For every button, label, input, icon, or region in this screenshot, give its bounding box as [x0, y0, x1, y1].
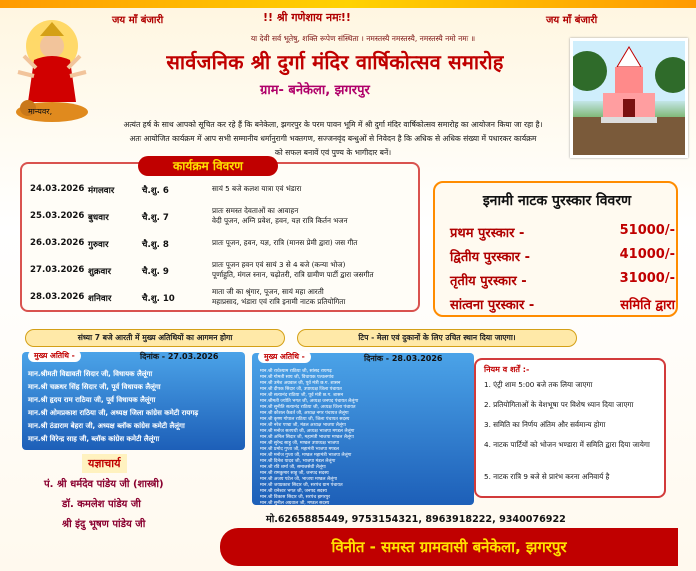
invitation-line-3: को सफल बनावें एवं पुण्य के भागीदार बनें।: [274, 148, 392, 157]
guest-name: मान.श्री दीपक सिदार जी, उपाध्यक्ष जिला पंचायत: [260, 387, 342, 392]
rule-item: 1. एंट्री शाम 5:00 बजे तक लिया जाएगा: [484, 380, 593, 389]
rule-item: 4. नाटक पार्टियों को भोजन भण्डारा में समिति द्वारा दिया जायेगा: [484, 440, 650, 449]
chief-guest-date: दिनांक - 27.03.2026: [140, 352, 219, 361]
schedule-activity-line-2: पूर्णाहुति, मंगल स्नान, चढ़ोतरी, रात्रि ग्रामीण पार्टी द्वारा जसगीत: [212, 270, 374, 279]
rule-item: 3. समिति का निर्णय अंतिम और सर्वमान्य होगा: [484, 420, 606, 429]
yajnacharya-heading: यज्ञाचार्य: [82, 454, 127, 473]
village-name: ग्राम- बनेकेला, झगरपुर: [260, 83, 370, 98]
schedule-activity-line-1: प्रातः पूजन हवन एवं सायं 3 से 4 बजे (कन्या भोज): [212, 260, 346, 269]
guest-name: मान.श्री हृदय राम राठिया जी, पूर्व विधायक लैलूंगा: [28, 396, 156, 404]
guest-name: मान.श्री कृष्ण गोपाल राठिया जी, जिला पंचायत सदस्य: [260, 417, 350, 422]
schedule-activity: [212, 184, 417, 194]
yajnacharya-name: पं. श्री धर्मदेव पांडेय जी (शास्त्री): [44, 479, 164, 490]
guest-name: मान.श्री विकास सिदार जी, सरपंच झगरपुर: [260, 495, 331, 500]
top-decor-strip: [0, 0, 696, 8]
schedule-activity: [212, 206, 417, 226]
schedule-date: 25.03.2026: [30, 211, 85, 221]
guest-name: मान.श्री अजय पटेल जी, भाजपा मण्डल लैलूंगा: [260, 477, 337, 482]
invitation-line-2: अतः आयोजित कार्यक्रम में आप सभी सम्मानीय धर्मानुरागी भक्तगण, सज्जनवृंद बन्धुओं से निवेदन है कि अधिक से अधिक संख्या में पधारकर कार्यक्रम: [129, 134, 537, 143]
guest-name: मान.श्री रवि शर्मा जी, समाजसेवी लैलूंगा: [260, 465, 326, 470]
guest-name: मान.श्री सुरेन्द्र साहू जी, मण्डल उपाध्यक्ष भाजपा: [260, 441, 339, 446]
schedule-tithi: चै.शु. 7: [142, 213, 169, 223]
chief-guest-tag: मुख्य अतिथि -: [258, 351, 311, 363]
schedule-day: बुधवार: [88, 213, 109, 223]
guest-name: मान.श्री गोमती साय जी, विधायक पत्थलगांव: [260, 375, 334, 380]
schedule-date: 24.03.2026: [30, 184, 85, 194]
rule-item: 2. प्रतियोगिताओं के वेशभूषा पर विशेष ध्यान दिया जाएगा: [484, 400, 634, 409]
guest-name: मान.श्री जयप्रकाश सिदार जी, सरपंच ग्राम पंचायत: [260, 483, 343, 488]
guest-name: मान.श्री सत्यानंद राठिया जी, पूर्व मंत्री छ.ग. शासन: [260, 393, 344, 398]
chief-guest-tag: मुख्य अतिथि -: [28, 350, 81, 362]
schedule-date: 26.03.2026: [30, 238, 85, 248]
guest-name: मान.श्रीमती विद्यावती सिदार जी, विधायक लैलूंगा: [28, 370, 153, 378]
schedule-activity-line-1: सायं 5 बजे कलश यात्रा एवं भंडारा: [212, 184, 302, 193]
schedule-activity-line-2: महाप्रसाद, भंडारा एवं रात्रि इनामी नाटक प्रतियोगिता: [212, 297, 346, 306]
schedule-tithi: चै.शु. 10: [142, 294, 175, 304]
schedule-activity-line-1: प्रातः समस्त देवताओं का आवाहन: [212, 206, 299, 215]
guest-name: मान.श्री मनोज सतपथी जी, अध्यक्ष भाजपा मण्डल लैलूंगा: [260, 429, 355, 434]
guest-name: मान.श्री सुनील अग्रवाल जी, मण्डल सदस्य: [260, 501, 330, 506]
schedule-activity-line-1: माता जी का श्रृंगार, पूजन, सायं महा आरती: [212, 287, 324, 296]
prize-heading: इनामी नाटक पुरस्कार विवरण: [482, 193, 632, 209]
guest-name: मान.श्री विरेन्द्र साह जी, ब्लॉक कांग्रेस कमेटी लैलूंगा: [28, 435, 160, 443]
guest-name: मान.श्री ओमप्रकाश राठिया जी, अध्यक्ष जिला कांग्रेस कमेटी रायगढ़: [28, 409, 199, 417]
invitation-text: [38, 118, 628, 160]
ganesh-invocation: !! श्री गणेशाय नमः!!: [263, 11, 351, 24]
rules-heading: नियम व शर्तें :-: [484, 365, 530, 374]
schedule-tithi: चै.शु. 9: [142, 267, 169, 277]
prize-value: 41000/-: [619, 247, 675, 262]
guest-name: मान.श्री अनिल सिदार जी, महामंत्री भाजपा मण्डल लैलूंगा: [260, 435, 354, 440]
guest-name: मान.श्री मनोज गुप्ता जी, मण्डल महामंत्री भाजपा लैलूंगा: [260, 453, 352, 458]
guest-name: मान.श्रीमती ज्योति भगत जी, अध्यक्ष जनपद पंचायत लैलूंगा: [260, 399, 359, 404]
prize-label: सांत्वना पुरस्कार -: [450, 298, 535, 313]
prize-value: 31000/-: [619, 271, 675, 286]
schedule-day: गुरुवार: [88, 240, 109, 250]
guest-name: मान.श्री उमेश अग्रवाल जी, पूर्व मंत्री छ.ग. शासन: [260, 381, 341, 386]
guest-name: मान.श्री कौशल कैवर्त जी, अध्यक्ष नगर पंचायत लैलूंगा: [260, 411, 349, 416]
prize-label: प्रथम पुरस्कार -: [450, 226, 525, 241]
schedule-activity-line-1: प्रातः पूजन, हवन, यज्ञ, रात्रि (मानस प्रेमी द्वारा) जस गीत: [212, 238, 358, 247]
salutation: मान्यवर,: [28, 107, 53, 116]
footer-banner: विनीत - समस्त ग्रामवासी बनेकेला, झगरपुर: [220, 528, 678, 566]
schedule-activity: [212, 260, 417, 280]
guest-name: मान.श्री प्रमोद गुप्ता जी, महामंत्री भाजपा मण्डल: [260, 447, 339, 452]
jai-maa-banjari-right: जय माँ बंजारी: [546, 15, 598, 26]
schedule-tithi: चै.शु. 8: [142, 240, 169, 250]
guest-name: मान.श्री रामकुमार साहू जी, जनपद सदस्य: [260, 471, 329, 476]
schedule-heading: कार्यक्रम विवरण: [138, 156, 278, 176]
schedule-day: शनिवार: [88, 294, 112, 304]
guest-name: मान.श्री सुनीति सत्यानंद राठिया जी, अध्यक्ष जिला पंचायत: [260, 405, 356, 410]
guest-name: मान.श्री ठंडाराम बेहरा जी, अध्यक्ष ब्लॉक कांग्रेस कमेटी लैलूंगा: [28, 422, 185, 430]
yajnacharya-name: श्री इंदु भूषण पांडेय जी: [62, 519, 146, 530]
guest-name: मान.श्री नरेश पण्डा जी, मंडल अध्यक्ष भाजपा लैलूंगा: [260, 423, 346, 428]
schedule-date: 27.03.2026: [30, 265, 85, 275]
schedule-activity: [212, 287, 417, 307]
event-title: सार्वजनिक श्री दुर्गा मंदिर वार्षिकोत्सव समारोह: [166, 50, 504, 74]
schedule-activity-line-2: वेदी पूजन, अग्नि प्रवेश, हवन, यज्ञ रात्रि किर्तन भजन: [212, 216, 348, 225]
schedule-day: मंगलवार: [88, 186, 115, 196]
prize-value: समिति द्वारा: [620, 298, 675, 313]
guest-name: मान.श्री दिनेश यादव जी, भाजपा मंडल लैलूंगा: [260, 459, 336, 464]
invitation-line-1: अत्यंत हर्ष के साथ आपको सूचित कर रहे हैं कि बनेकेला, झगरपुर के परम पावन भूमि में श्री दुर्गा मंदिर वार्षिकोत्सव समारोह का आयोजन किया जा रहा है।: [123, 120, 543, 129]
schedule-activity: [212, 238, 417, 248]
yajnacharya-name: डॉ. कमलेश पांडेय जी: [62, 499, 141, 510]
shloka: या देवी सर्व भूतेषु, शक्ति रूपेण संस्थिता । नमस्तस्यै नमस्तस्यै, नमस्तस्यै नमो नमः ॥: [250, 34, 476, 43]
stall-notice: टिप - मेला एवं दुकानों के लिए उचित स्थान दिया जाएगा।: [297, 329, 577, 347]
chief-guests-day1-panel: [22, 352, 245, 450]
chief-guests-day2-panel: [252, 353, 474, 505]
schedule-date: 28.03.2026: [30, 292, 85, 302]
prize-label: द्वितीय पुरस्कार -: [450, 250, 531, 265]
schedule-tithi: चै.शु. 6: [142, 186, 169, 196]
guest-name: मान.श्री धनेश्वर भगत जी, जनपद सदस्य: [260, 489, 327, 494]
rule-item: 5. नाटक रात्रि 9 बजे से प्रारंभ करना अनिवार्य है: [484, 472, 610, 481]
guest-name: मान.श्री चक्रधर सिंह सिदार जी, पूर्व विधायक लैलूंगा: [28, 383, 161, 391]
chief-guest-date: दिनांक - 28.03.2026: [364, 354, 443, 363]
contact-numbers: मो.6265885449, 9753154321, 8963918222, 9340076922: [266, 514, 566, 525]
prize-label: तृतीय पुरस्कार -: [450, 274, 527, 289]
jai-maa-banjari-left: जय माँ बंजारी: [112, 15, 164, 26]
prize-value: 51000/-: [619, 223, 675, 238]
guest-name: मान.श्री राधेश्याम राठिया जी, सांसद रायगढ़: [260, 369, 332, 374]
aarti-notice: संध्या 7 बजे आरती में मुख्य अतिथियों का आगमन होगा: [25, 329, 285, 347]
rules-panel: [474, 358, 666, 498]
schedule-day: शुक्रवार: [88, 267, 111, 277]
